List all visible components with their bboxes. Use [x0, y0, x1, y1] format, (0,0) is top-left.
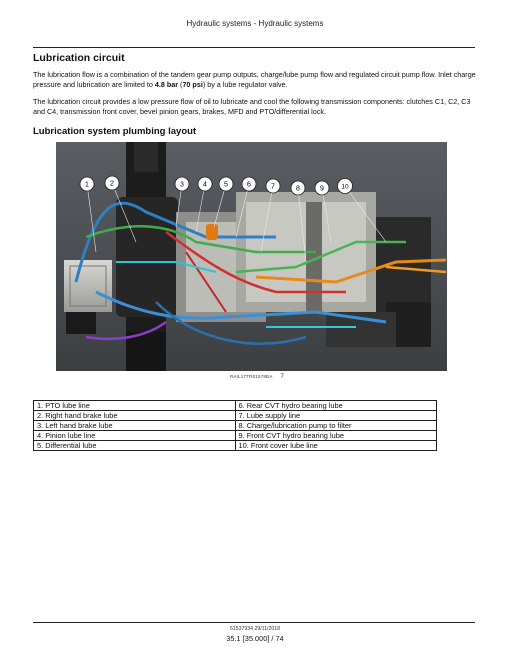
figure-caption: [230, 374, 284, 380]
table-cell: 3. Left hand brake lube: [34, 421, 236, 431]
plumbing-layout-figure: [56, 142, 447, 371]
callout-5-label: 5: [224, 181, 228, 189]
table-row: [34, 431, 437, 441]
table-row: [34, 411, 437, 421]
callout-6-label: 6: [247, 181, 251, 189]
callout-1-label: 1: [85, 181, 89, 189]
callout-3-label: 3: [180, 181, 184, 189]
table-row: [34, 441, 437, 451]
table-row: [34, 401, 437, 411]
table-cell: 9. Front CVT hydro bearing lube: [235, 431, 437, 441]
page-header: Hydraulic systems - Hydraulic systems: [186, 19, 324, 28]
table-row: [34, 421, 437, 431]
callout-8-label: 8: [296, 185, 300, 193]
table-cell: 5. Differential lube: [34, 441, 236, 451]
table-cell: 1. PTO lube line: [34, 401, 236, 411]
subsection-title: Lubrication system plumbing layout: [33, 126, 197, 137]
paragraph-lubrication-components: The lubrication circuit provides a low pressure flow of oil to lubricate and cool the following transmission components: clutches C1, C2, C3 and C4, transmission front cover, bevel pinion gears, brakes, MFD and PTO/differential lock.: [33, 97, 471, 116]
callout-7-label: 7: [271, 183, 275, 191]
table-cell: 6. Rear CVT hydro bearing lube: [235, 401, 437, 411]
callout-legend-table: [33, 400, 437, 451]
figure-caption-number: 7: [280, 374, 285, 380]
transmission-illustration: [56, 142, 447, 371]
footer-document-code: 51537934 29/11/2018: [229, 626, 281, 632]
figure-caption-code: RAIL17TR01578BA: [230, 374, 273, 379]
table-cell: 10. Front cover lube line: [235, 441, 437, 451]
callout-10-label: 10: [341, 183, 349, 191]
footer-rule: [33, 622, 475, 623]
section-title: Lubrication circuit: [33, 52, 125, 64]
paragraph-lubrication-flow: The lubrication flow is a combination of the tandem gear pump outputs, charge/lube pump flow and regulated circuit pump flow. Inlet charge pressure and lubrication are limited to 4.8 bar (70 psi) by a lube regulator valve.: [33, 70, 476, 89]
table-cell: 7. Lube supply line: [235, 411, 437, 421]
header-rule: [33, 47, 475, 48]
table-cell: 4. Pinion lube line: [34, 431, 236, 441]
callout-2-label: 2: [110, 180, 114, 188]
callout-9-label: 9: [320, 185, 324, 193]
table-cell: 8. Charge/lubrication pump to filter: [235, 421, 437, 431]
footer-page-number: 35.1 [35.000] / 74: [226, 634, 284, 643]
callout-4-label: 4: [203, 181, 207, 189]
table-cell: 2. Right hand brake lube: [34, 411, 236, 421]
